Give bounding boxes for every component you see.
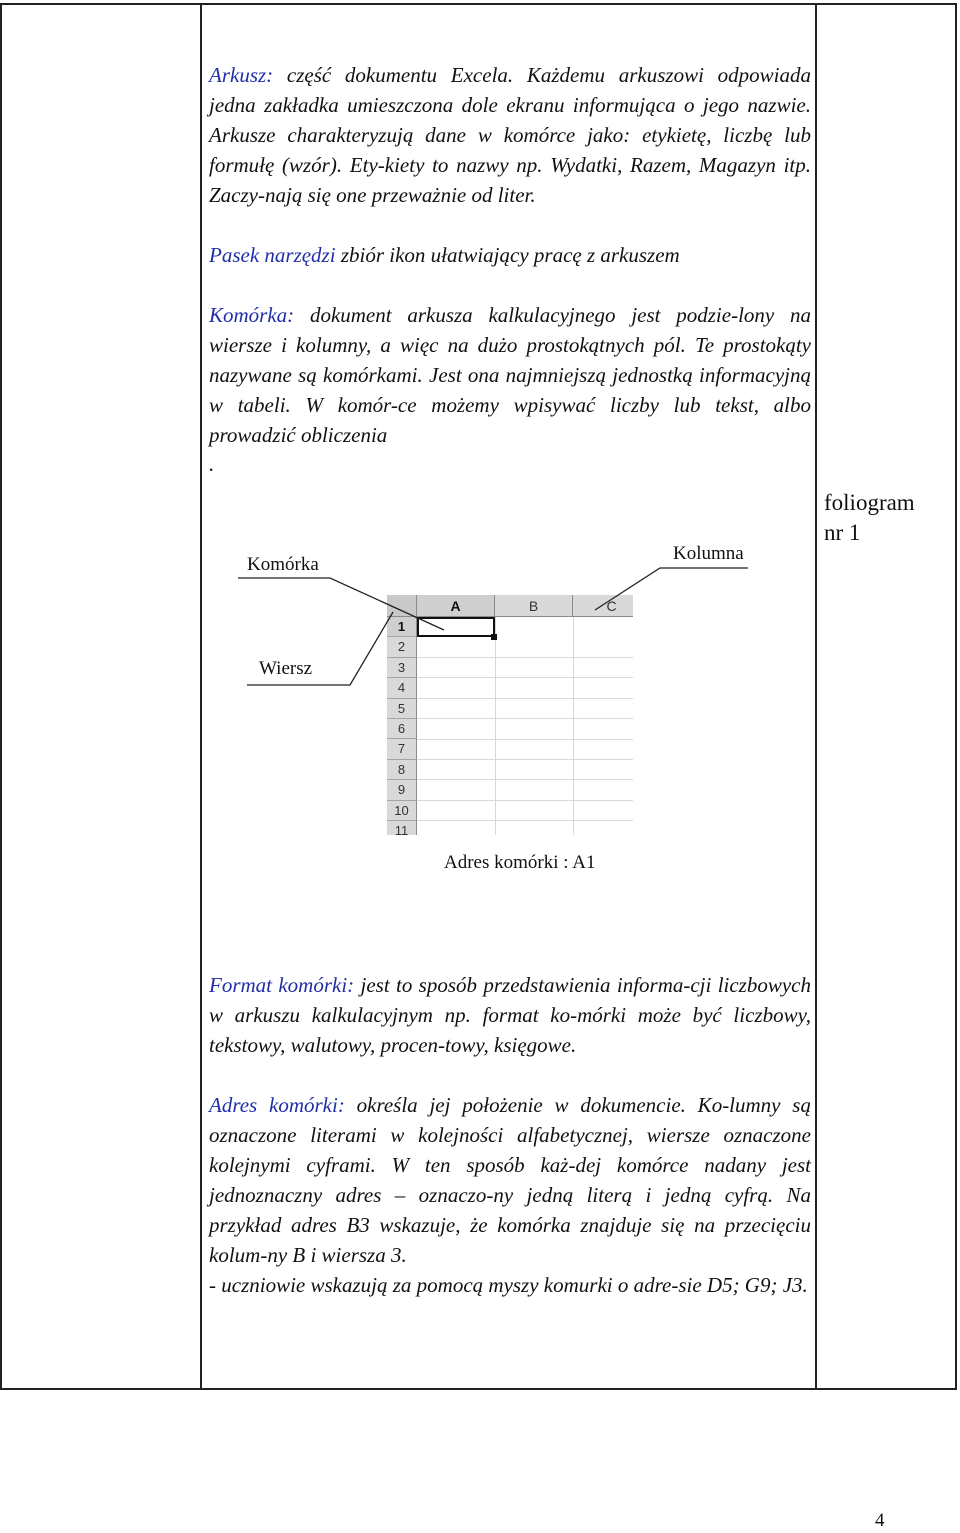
paragraph-adres xyxy=(209,1090,811,1270)
column-header-c: C xyxy=(573,595,633,617)
column-header-b: B xyxy=(495,595,573,617)
row-header: 9 xyxy=(387,780,417,800)
text-pasek: zbiór ikon ułatwiający pracę z arkuszem xyxy=(335,243,680,267)
column-header-a: A xyxy=(417,595,495,617)
dot-line: . xyxy=(209,452,215,476)
row-header: 3 xyxy=(387,658,417,678)
row-header: 7 xyxy=(387,739,417,759)
term-pasek: Pasek narzędzi xyxy=(209,243,336,267)
pointer-column xyxy=(595,568,748,610)
label-column: Kolumna xyxy=(673,543,744,564)
text-arkusz: część dokumentu Excela. Każdemu arkuszowi odpowiada jedna zakładka umieszczona dole ekranu informująca o jego nazwie. Arkusze charakteryzują dane w komórce jako: etykietę, liczbę lub formułę (wzór). Ety-kiety to nazwy np. Wydatki, Razem, Magazyn itp. Zaczy-nają się one przeważnie od liter. xyxy=(209,63,811,207)
row-header: 11 xyxy=(387,821,417,835)
label-cell: Komórka xyxy=(247,554,319,575)
foliogram-label: foliogram nr 1 xyxy=(824,490,915,545)
page-number: 4 xyxy=(875,1510,885,1531)
task-line: - uczniowie wskazują za pomocą myszy komurki o adre-sie D5; G9; J3. xyxy=(209,1273,808,1297)
row-header: 5 xyxy=(387,699,417,719)
term-format: Format komórki: xyxy=(209,973,355,997)
row-header: 10 xyxy=(387,801,417,821)
row-header: 6 xyxy=(387,719,417,739)
text-adres: określa jej położenie w dokumencie. Ko-lumny są oznaczone literami w kolejności alfabetycznej, wiersze oznaczone kolejnymi cyframi. W ten sposób każ-dej komórce nadany jest jednoznaczny adres – oznaczo-ny jedną literą i jedną cyfrą. Na przykład adres B3 wskazuje, że komórka znajduje się na przecięciu kolum-ny B i wiersza 3. xyxy=(209,1093,811,1267)
term-arkusz: Arkusz: xyxy=(209,63,274,87)
main-content-lower xyxy=(209,970,811,1300)
row-header: 1 xyxy=(387,617,417,637)
row-header: 4 xyxy=(387,678,417,698)
term-komorka: Komórka: xyxy=(209,303,295,327)
text-format: jest to sposób przedstawienia informa-cji liczbowych w arkuszu kalkulacyjnym np. format ko-mórki może być liczbowy, tekstowy, walutowy, procen-towy, księgowe. xyxy=(209,973,812,1057)
label-address-caption: Adres komórki : A1 xyxy=(444,852,596,873)
label-row: Wiersz xyxy=(259,658,313,679)
term-adres: Adres komórki: xyxy=(209,1093,345,1117)
row-header: 2 xyxy=(387,637,417,657)
text-komorka: dokument arkusza kalkulacyjnego jest podzie-lony na wiersze i kolumny, a więc na dużo prostokątnych pól. Te prostokąty nazywane są komórkami. Jest ona najmniejszą jednostką informacyjną w tabeli. W komór-ce możemy wpisywać liczby lub tekst, albo prowadzić obliczenia xyxy=(209,303,811,447)
pointer-cell xyxy=(238,578,444,630)
pointer-row xyxy=(247,612,393,685)
paragraph-format xyxy=(209,970,811,1060)
row-header: 8 xyxy=(387,760,417,780)
